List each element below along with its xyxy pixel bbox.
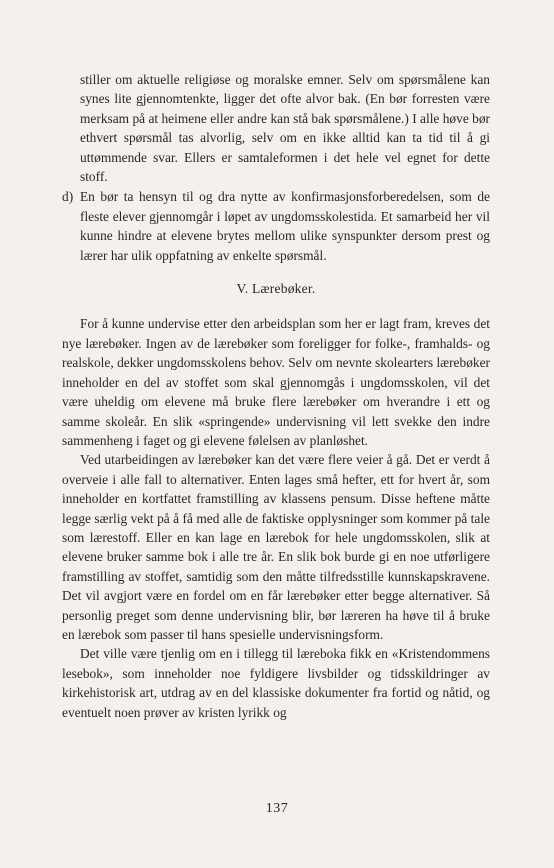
paragraph-2: Ved utarbeidingen av lærebøker kan det være flere veier å gå. Det er verdt å overveie i alle fall to alternativer. Enten lages små hefter, ett for hvert år, som inneholder en kortfattet framstilling av klassens pensum. Disse heftene måtte legge særlig vekt på å få med alle de faktiske opplysninger som kommer på tale som lærestoff. Eller en kan lage en lærebok for hele ungdomsskolen, slik at elevene bruker samme bok i alle tre år. En slik bok burde gi en noe utførligere framstilling av stoffet, samtidig som den måtte tilfredsstille kunnskapskravene. Det vil avgjort være en fordel om en får lærebøker etter begge alternativer. Så personlig preget som denne undervisning blir, bør læreren ha høve til å bruke en lærebok som passer til hans spesielle undervisningsform. <box>62 452 490 642</box>
page-number: 137 <box>265 801 289 816</box>
continuation-block <box>62 70 490 186</box>
list-item-d <box>62 187 490 265</box>
paragraph-1: For å kunne undervise etter den arbeidsplan som her er lagt fram, kreves det nye lærebøker. Ingen av de lærebøker som foreligger for folke-, framhalds- og realskole, dekker ungdomsskolens behov. Selv om nevnte skolearters lærebøker inneholder en del av stoffet som skal gjennomgås i ungdomsskolen, vil det være uheldig om elevene må bruke flere lærebøker om hverandre i ett og samme skoleår. En slik «springende» undervisning vil lett svekke den indre sammenheng i faget og gi elevene følelsen av planløshet. <box>62 316 490 448</box>
list-item-text: En bør ta hensyn til og dra nytte av konfirmasjonsforberedelsen, som de fleste elever gjennomgår i løpet av ungdomsskolestida. Et samarbeid her vil kunne hindre at elevene brytes mellom ulike synspunkter dersom prest og lærer har ulik oppfatning av enkelte spørsmål. <box>80 189 490 263</box>
paragraph-3: Det ville være tjenlig om en i tillegg til læreboka fikk en «Kristendommens lesebok», som inneholder noe fyldigere livsbilder og tidsskildringer av kirkehistorisk art, utdrag av en del klassiske dokumenter fra fortid og nåtid, og eventuelt noen prøver av kristen lyrikk og <box>62 646 490 720</box>
continuation-paragraph: stiller om aktuelle religiøse og moralske emner. Selv om spørsmålene kan synes lite gjennomtenkte, ligger det ofte alvor bak. (En bør forresten være merksam på at heimene eller andre kan stå bak spørsmålene.) I alle høve bør ethvert spørsmål tas alvorlig, selv om en ikke alltid kan ta tid til å gi uttømmende svar. Ellers er samtaleformen i det hele vel egnet for dette stoff. <box>80 72 490 185</box>
page-body <box>62 70 490 722</box>
section-heading: V. Lærebøker. <box>236 281 316 297</box>
list-marker: d) <box>62 189 74 205</box>
